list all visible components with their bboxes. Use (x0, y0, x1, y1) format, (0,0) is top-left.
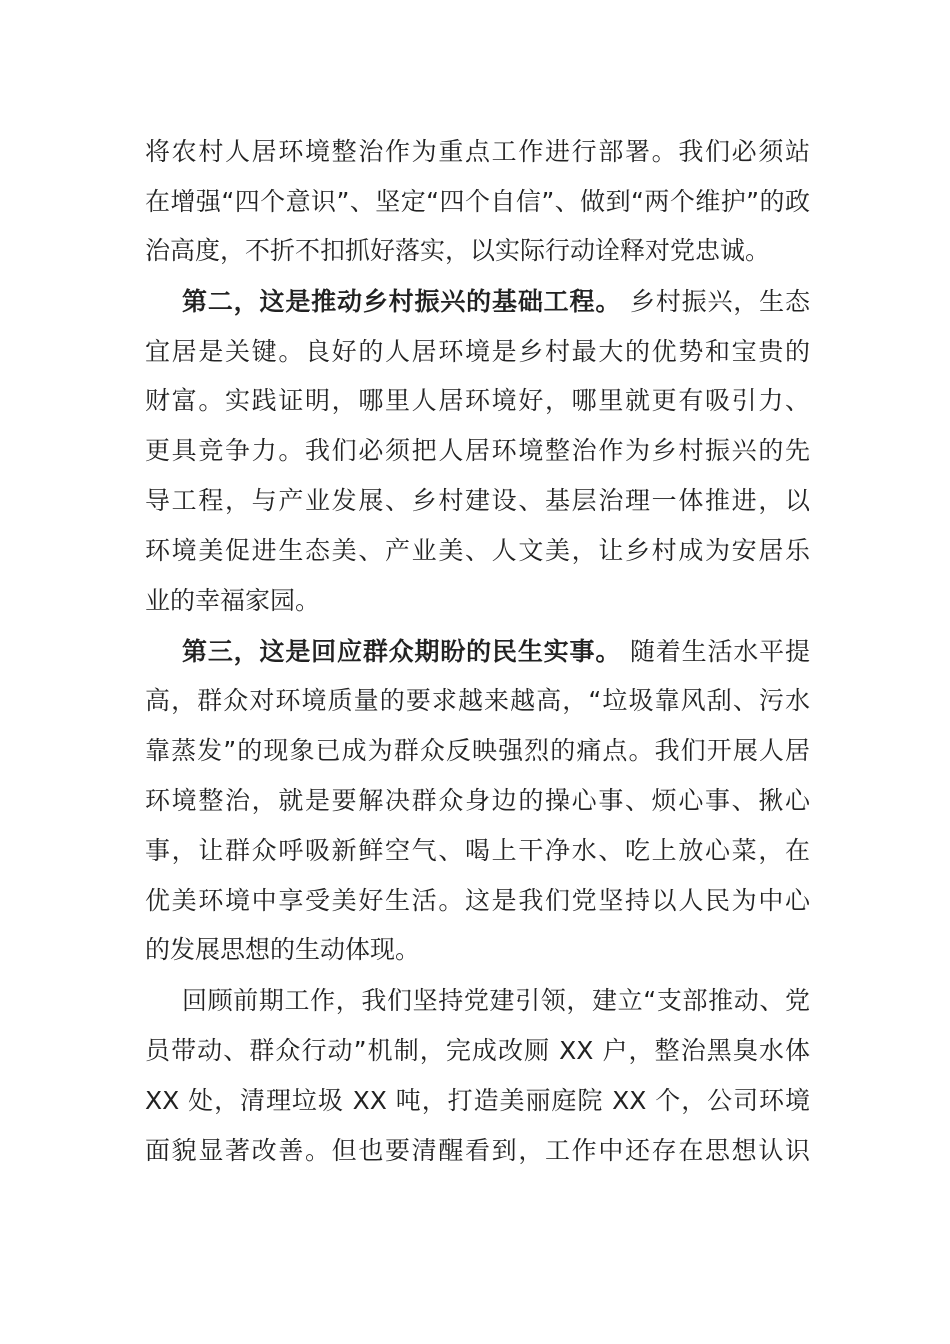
paragraph-first-line (182, 627, 810, 677)
text-line: XX 处，清理垃圾 XX 吨，打造美丽庭院 XX 个，公司环境 (145, 1086, 810, 1115)
section-heading-second: 第二，这是推动乡村振兴的基础工程。 (182, 287, 622, 316)
text-line: 事，让群众呼吸新鲜空气、喝上干净水、吃上放心菜，在 (145, 836, 810, 865)
text-line: 治高度，不折不扣抓好落实，以实际行动诠释对党忠诚。 (145, 236, 771, 265)
text-line: 更具竞争力。我们必须把人居环境整治作为乡村振兴的先 (145, 436, 810, 465)
text-line: 环境整治，就是要解决群众身边的操心事、烦心事、揪心 (145, 786, 810, 815)
text-line: 宜居是关键。良好的人居环境是乡村最大的优势和宝贵的 (145, 337, 810, 366)
text-line: 在增强“四个意识”、坚定“四个自信”、做到“两个维护”的政 (145, 187, 810, 216)
text-line: 环境美促进生态美、产业美、人文美，让乡村成为安居乐 (145, 536, 810, 565)
text-line: 财富。实践证明，哪里人居环境好，哪里就更有吸引力、 (145, 386, 810, 415)
text-line: 业的幸福家园。 (145, 586, 321, 615)
paragraph-first-line (182, 277, 810, 327)
text-line: 面貌显著改善。但也要清醒看到，工作中还存在思想认识 (145, 1136, 810, 1165)
text-line: 导工程，与产业发展、乡村建设、基层治理一体推进，以 (145, 486, 810, 515)
text-line: 优美环境中享受美好生活。这是我们党坚持以人民为中心 (145, 886, 810, 915)
text-line: 员带动、群众行动”机制，完成改厕 XX 户，整治黑臭水体 (145, 1036, 810, 1065)
text-run: 乡村振兴，生态 (629, 287, 810, 316)
text-line: 高，群众对环境质量的要求越来越高，“垃圾靠风刮、污水 (145, 686, 810, 715)
text-line: 靠蒸发”的现象已成为群众反映强烈的痛点。我们开展人居 (145, 736, 810, 765)
text-run: 随着生活水平提 (629, 637, 810, 666)
text-line: 的发展思想的生动体现。 (145, 935, 421, 964)
text-line: 将农村人居环境整治作为重点工作进行部署。我们必须站 (145, 137, 810, 166)
paragraph-first-line: 回顾前期工作，我们坚持党建引领，建立“支部推动、党 (182, 986, 810, 1015)
section-heading-third: 第三，这是回应群众期盼的民生实事。 (182, 637, 622, 666)
